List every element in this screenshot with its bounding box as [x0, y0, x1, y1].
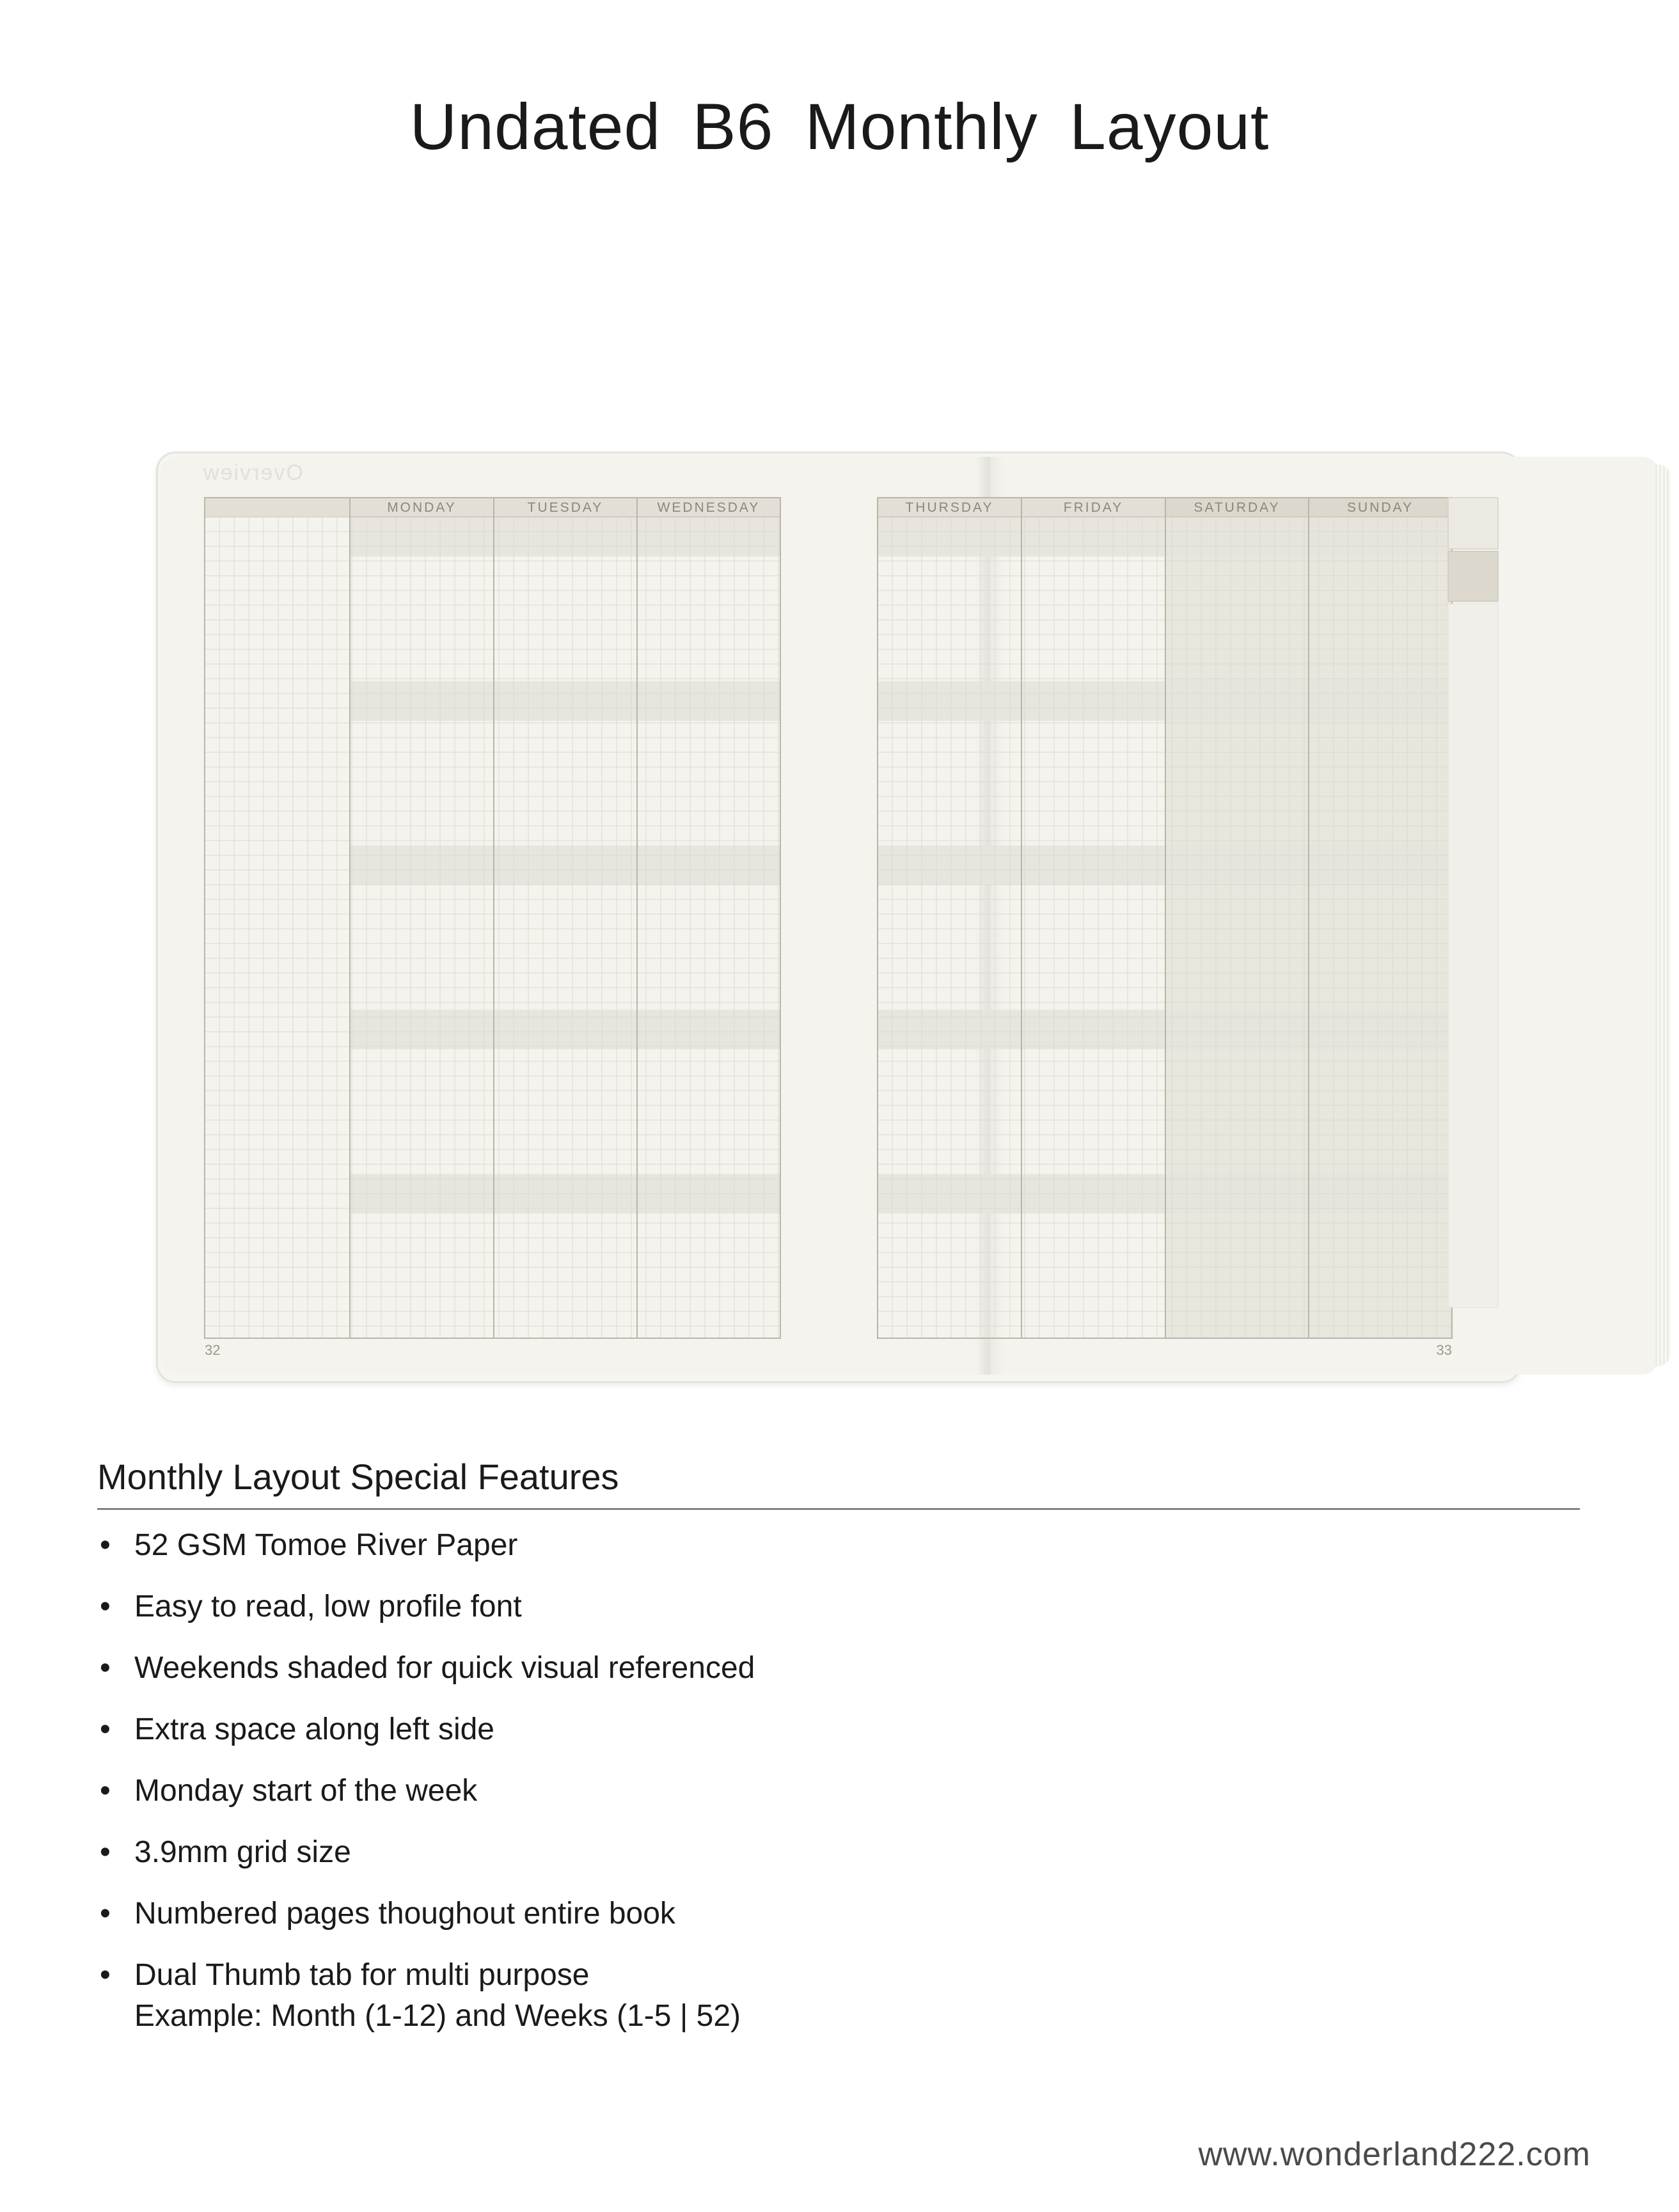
features-list: [97, 1525, 1568, 2057]
day-label-saturday: SATURDAY: [1194, 500, 1281, 515]
thumb-tab-1: [1448, 498, 1498, 549]
page-title: Undated B6 Monthly Layout: [409, 90, 1270, 163]
feature-item-example: Example: Month (1-12) and Weeks (1-5 | 52): [134, 1999, 741, 2033]
thumb-tab-2: [1448, 551, 1498, 601]
bullet-icon: •: [100, 1712, 111, 1746]
feature-item: • 3.9mm grid size: [97, 1832, 1568, 1873]
feature-item: • Monday start of the week: [97, 1771, 1568, 1812]
week-header-strip: [350, 1009, 780, 1049]
thumb-tab-strip: [1448, 604, 1498, 1307]
day-label-friday: FRIDAY: [1063, 500, 1124, 515]
bullet-icon: •: [100, 1897, 111, 1931]
feature-item: • Extra space along left side: [97, 1709, 1568, 1750]
weekend-shade: [1309, 517, 1452, 1338]
day-label-thursday: THURSDAY: [905, 500, 994, 515]
feature-item: • Easy to read, low profile font: [97, 1586, 1568, 1627]
features-divider: [97, 1508, 1580, 1510]
week-header-strip: [350, 681, 780, 721]
bullet-icon: •: [100, 1651, 111, 1685]
ghost-overview-text: Overview: [202, 461, 303, 485]
week-header-strip: [350, 517, 780, 557]
features-title: Monthly Layout Special Features: [97, 1457, 619, 1497]
day-label-wednesday: WEDNESDAY: [657, 500, 761, 515]
left-page-number: 32: [205, 1342, 221, 1358]
bullet-icon: •: [100, 1528, 111, 1562]
feature-item: • 52 GSM Tomoe River Paper: [97, 1525, 1568, 1566]
feature-item: • Dual Thumb tab for multi purpose Example: Month (1-12) and Weeks (1-5 | 52): [97, 1955, 1568, 2037]
day-label-sunday: SUNDAY: [1347, 500, 1414, 515]
right-page-number: 33: [1436, 1342, 1452, 1358]
bullet-icon: •: [100, 1835, 111, 1869]
week-header-strip: [350, 846, 780, 885]
day-label-tuesday: TUESDAY: [527, 500, 604, 515]
feature-item: • Numbered pages thoughout entire book: [97, 1893, 1568, 1934]
feature-item: • Weekends shaded for quick visual referenced: [97, 1648, 1568, 1689]
notes-header-cell: [205, 498, 350, 517]
bullet-icon: •: [100, 1774, 111, 1808]
bullet-icon: •: [100, 1590, 111, 1623]
weekend-shade: [1165, 517, 1309, 1338]
website-url[interactable]: www.wonderland222.com: [1198, 2136, 1591, 2173]
day-label-monday: MONDAY: [387, 500, 457, 515]
bullet-icon: •: [100, 1958, 111, 1992]
